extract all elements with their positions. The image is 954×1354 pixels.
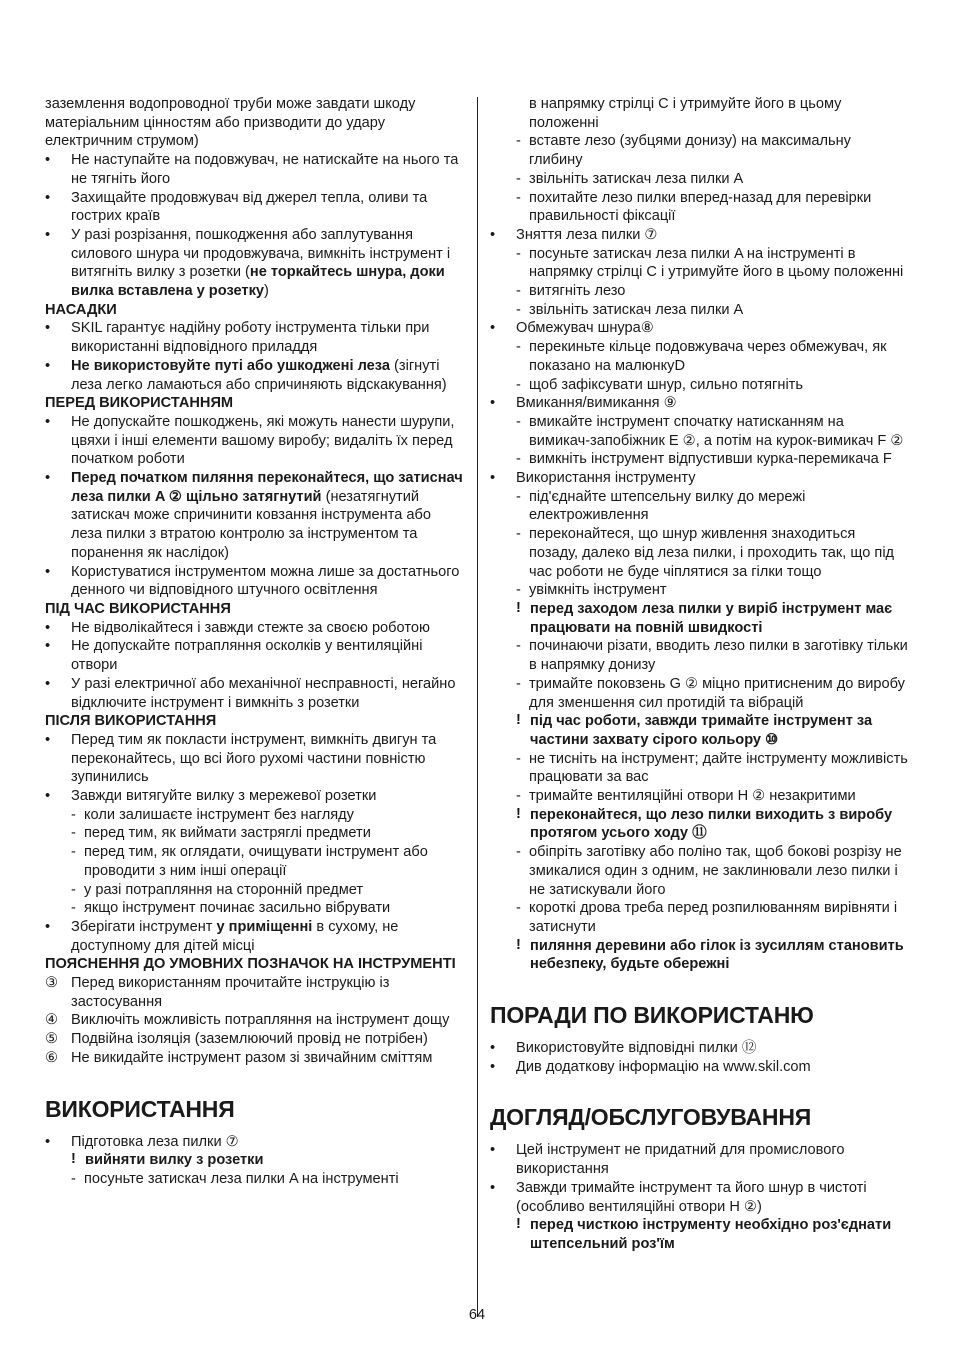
list-marker: - xyxy=(516,170,521,187)
list-marker: • xyxy=(490,470,496,487)
list-marker: - xyxy=(516,582,521,599)
list-marker: • xyxy=(490,226,496,243)
list-item xyxy=(45,226,463,301)
sub-list-item xyxy=(490,637,908,674)
sub-list-item xyxy=(45,824,463,843)
sub-list-item xyxy=(490,376,908,395)
list-marker: - xyxy=(516,376,521,393)
list-marker: • xyxy=(490,1142,496,1159)
section-heading: ПОРАДИ ПО ВИКОРИСТАНЮ xyxy=(490,1002,814,1029)
list-marker: - xyxy=(71,825,76,842)
subsection-heading: ПОЯСНЕННЯ ДО УМОВНИХ ПОЗНАЧОК НА ІНСТРУМЕНТІ xyxy=(45,956,456,973)
list-marker: - xyxy=(516,339,521,356)
sub-list-item xyxy=(490,282,908,301)
bold-text: Перед початком пиляння переконайтеся, що затиснач леза пилки A ② щільно затягнутий xyxy=(71,470,463,505)
bold-text: вийняти вилку з розетки xyxy=(85,1152,264,1169)
body-text: під'єднайте штепсельну вилку до мережі електроживлення xyxy=(529,488,806,524)
list-marker: - xyxy=(516,788,521,805)
list-marker: • xyxy=(45,470,51,487)
body-text: в напрямку стрілці C і утримуйте його в цьому положенні xyxy=(529,96,842,131)
list-marker: • xyxy=(45,413,51,430)
list-marker: - xyxy=(516,844,521,861)
body-text: звільніть затискач леза пилки A xyxy=(529,170,744,187)
list-item xyxy=(45,974,463,1011)
list-marker: - xyxy=(71,806,76,823)
list-item xyxy=(490,1039,908,1058)
body-text: (незатягнутий затискач може спричинити ковзання інструмента або леза пилки з втратою контролю за інструментом та поранення як наслідок) xyxy=(71,488,432,561)
list-item xyxy=(45,563,463,600)
body-text: не тисніть на інструмент; дайте інструменту можливість працювати за вас xyxy=(529,750,908,786)
body-text: тримайте поковзень G ② міцно притисненим до виробу для зменшення сил протидій та вібрацій xyxy=(529,675,905,711)
body-text: щоб зафіксувати шнур, сильно потягніть xyxy=(529,376,803,393)
list-marker: • xyxy=(490,1040,496,1057)
sub-list-item xyxy=(45,881,463,900)
sub-list-item xyxy=(490,170,908,189)
sub-list-item xyxy=(490,750,908,787)
right-column xyxy=(490,95,908,1254)
sub-list-item xyxy=(490,525,908,581)
list-marker: • xyxy=(45,226,51,243)
list-marker: - xyxy=(516,413,521,430)
paragraph: заземлення водопроводної труби може завдати шкоду матеріальним цінностям або призводити до удару електричним струмом) xyxy=(45,96,416,150)
list-marker: - xyxy=(516,301,521,318)
body-text: Підготовка леза пилки ⑦ xyxy=(71,1133,239,1150)
body-text: у разі потрапляння на сторонній предмет xyxy=(84,881,364,898)
list-item xyxy=(45,731,463,787)
body-text: короткі дрова треба перед розпилюванням вирівняти і затиснути xyxy=(529,900,898,935)
body-text: Завжди витягуйте вилку з мережевої розетки xyxy=(71,788,377,805)
list-marker: ⑥ xyxy=(45,1049,59,1066)
body-text: Не викидайте інструмент разом зі звичайним сміттям xyxy=(71,1049,433,1066)
body-text: Перед використанням прочитайте інструкцію із застосування xyxy=(71,975,390,1010)
list-item xyxy=(490,1058,908,1077)
sub-list-item xyxy=(45,843,463,880)
list-item xyxy=(45,189,463,226)
list-marker: ! xyxy=(516,712,521,729)
body-text: тримайте вентиляційні отвори H ② незакритими xyxy=(529,788,856,805)
body-text: вмикайте інструмент спочатку натисканням на вимикач-запобіжник E ②, а потім на курок-вимикач F ② xyxy=(529,413,904,449)
list-marker: • xyxy=(45,1133,51,1150)
body-text: Перед тим як покласти інструмент, вимкніть двигун та переконайтесь, що всі його рухомі частини повністю зупинились xyxy=(71,731,437,786)
list-item xyxy=(45,151,463,188)
bold-text: Не використовуйте путі або ушкоджені леза xyxy=(71,357,390,374)
body-text: обіпріть заготівку або поліно так, щоб бокові розрізу не змикалися один з одним, не заклинювали лезо пилки і не затискували його xyxy=(529,844,902,898)
sub-list-item xyxy=(45,899,463,918)
warning-item xyxy=(45,1151,463,1170)
body-text: якщо інструмент починає засильно вібрувати xyxy=(84,900,391,917)
sub-list-item xyxy=(490,581,908,600)
list-marker: - xyxy=(516,526,521,543)
body-text: Завжди тримайте інструмент та його шнур в чистоті (особливо вентиляційні отвори H ②) xyxy=(516,1179,867,1215)
body-text: ) xyxy=(264,283,269,300)
sub-list-item xyxy=(490,301,908,320)
warning-item xyxy=(490,806,908,843)
list-marker: - xyxy=(516,750,521,767)
body-text: переконайтеся, що шнур живлення знаходиться позаду, далеко від леза пилки, і проходить так, що під час роботи не буде чіплятися за гілки тощо xyxy=(529,526,895,580)
list-marker: • xyxy=(490,1058,496,1075)
body-text: Не допускайте пошкоджень, які можуть нанести шурупи, цвяхи і інші елементи вашому виробу; видаліть їх перед початком роботи xyxy=(71,413,455,468)
list-marker: • xyxy=(45,675,51,692)
list-marker: ! xyxy=(516,1216,521,1233)
body-text: похитайте лезо пилки вперед-назад для перевірки правильності фіксації xyxy=(529,189,872,225)
list-item xyxy=(45,1011,463,1030)
body-text: увімкніть інструмент xyxy=(529,582,667,599)
list-marker: • xyxy=(45,357,51,374)
bold-text: у приміщенні xyxy=(216,918,313,935)
bold-text: перед заходом леза пилки у виріб інструмент має працювати на повній швидкості xyxy=(530,600,893,636)
list-item xyxy=(45,675,463,712)
list-marker: • xyxy=(45,320,51,337)
list-item xyxy=(490,319,908,338)
list-marker: ③ xyxy=(45,975,59,992)
body-text: Вмикання/вимикання ⑨ xyxy=(516,395,677,412)
body-text: Користуватися інструментом можна лише за достатнього денного чи відповідного штучного освітлення xyxy=(71,563,460,599)
column-divider xyxy=(477,97,478,1317)
body-text: посуньте затискач леза пилки A на інструменті в напрямку стрілці C і утримуйте його в цьому положенні xyxy=(529,245,904,281)
list-marker: • xyxy=(45,788,51,805)
body-text: Цей інструмент не придатний для промислового використання xyxy=(516,1142,845,1178)
sub-list-item xyxy=(490,488,908,525)
page-number: 64 xyxy=(468,1307,486,1323)
body-text: Використання інструменту xyxy=(516,470,696,487)
body-text: (зігнуті леза легко ламаються або спричиняють відскакування) xyxy=(71,357,447,393)
list-marker: ⑤ xyxy=(45,1031,59,1048)
list-marker: • xyxy=(45,189,51,206)
subsection-heading: ПІД ЧАС ВИКОРИСТАННЯ xyxy=(45,600,231,617)
list-item xyxy=(45,469,463,563)
list-item-continuation xyxy=(490,95,908,132)
list-marker: • xyxy=(45,152,51,169)
body-text: Зняття леза пилки ⑦ xyxy=(516,226,658,243)
list-marker: - xyxy=(516,675,521,692)
subsection-heading: ПЕРЕД ВИКОРИСТАННЯМ xyxy=(45,395,234,412)
sub-list-item xyxy=(490,245,908,282)
body-text: Захищайте продовжувач від джерел тепла, оливи та гострих країв xyxy=(71,189,428,225)
list-marker: ④ xyxy=(45,1012,59,1029)
subsection-heading: ПІСЛЯ ВИКОРИСТАННЯ xyxy=(45,713,217,730)
body-text: посуньте затискач леза пилки A на інструменті xyxy=(84,1170,399,1187)
sub-list-item xyxy=(490,899,908,936)
sub-list-item xyxy=(490,132,908,169)
list-item xyxy=(45,1049,463,1068)
body-text: Див додаткову інформацію на www.skil.com xyxy=(516,1058,811,1075)
list-item xyxy=(45,637,463,674)
body-text: Обмежувач шнура⑧ xyxy=(516,320,654,337)
list-marker: - xyxy=(516,189,521,206)
list-marker: • xyxy=(45,619,51,636)
body-text: перекиньте кільце подовжувача через обмежувач, як показано на малюнкуD xyxy=(529,339,887,374)
list-marker: - xyxy=(516,638,521,655)
list-marker: - xyxy=(71,881,76,898)
list-item xyxy=(490,1179,908,1216)
body-text: У разі електричної або механічної несправності, негайно відключите інструмент і вимкніть з розетки xyxy=(71,675,456,711)
section-heading: ВИКОРИСТАННЯ xyxy=(45,1095,235,1122)
sub-list-item xyxy=(490,787,908,806)
list-marker: • xyxy=(490,320,496,337)
body-text: витягніть лезо xyxy=(529,283,626,300)
bold-text: не торкайтесь шнура, доки вилка вставлена у розетку xyxy=(71,264,445,300)
warning-item xyxy=(490,600,908,637)
body-text: в сухому, не доступному для дітей місці xyxy=(71,918,399,954)
list-marker: ! xyxy=(516,805,521,822)
list-item xyxy=(45,918,463,955)
list-marker: - xyxy=(516,283,521,300)
list-item xyxy=(45,1133,463,1152)
list-item xyxy=(45,619,463,638)
list-marker: - xyxy=(516,451,521,468)
body-text: починаючи різати, вводить лезо пилки в заготівку тільки в напрямку донизу xyxy=(529,638,908,674)
list-marker: • xyxy=(45,563,51,580)
list-item xyxy=(490,469,908,488)
bold-text: під час роботи, завжди тримайте інструмент за частини захвату сірого кольору ⑩ xyxy=(530,713,873,748)
bold-text: переконайтеся, що лезо пилки виходить з виробу протягом усього ходу ⑪ xyxy=(530,806,893,842)
body-text: перед тим, як виймати застряглі предмети xyxy=(84,825,371,842)
list-marker: • xyxy=(490,395,496,412)
sub-list-item xyxy=(490,843,908,899)
list-marker: - xyxy=(516,900,521,917)
list-item xyxy=(490,394,908,413)
sub-list-item xyxy=(490,189,908,226)
list-item xyxy=(490,226,908,245)
warning-item xyxy=(490,712,908,749)
sub-list-item xyxy=(490,675,908,712)
warning-item xyxy=(490,937,908,974)
list-marker: ! xyxy=(71,1151,76,1168)
body-text: вставте лезо (зубцями донизу) на максимальну глибину xyxy=(529,133,851,169)
body-text: звільніть затискач леза пилки A xyxy=(529,301,744,318)
list-marker: - xyxy=(516,133,521,150)
list-item xyxy=(45,357,463,394)
list-marker: ! xyxy=(516,599,521,616)
list-marker: ! xyxy=(516,936,521,953)
list-marker: - xyxy=(516,245,521,262)
body-text: Зберігати інструмент xyxy=(71,918,217,935)
list-marker: - xyxy=(71,1170,76,1187)
body-text: коли залишаєте інструмент без нагляду xyxy=(84,806,354,823)
section-heading: ДОГЛЯД/ОБСЛУГОВУВАННЯ xyxy=(490,1104,812,1131)
list-item xyxy=(45,413,463,469)
bold-text: пиляння деревини або гілок із зусиллям становить небезпеку, будьте обережні xyxy=(530,937,904,973)
body-text: Подвійна ізоляція (заземлюючий провід не потрібен) xyxy=(71,1031,428,1048)
list-marker: - xyxy=(71,900,76,917)
body-text: Не відволікайтеся і завжди стежте за своєю роботою xyxy=(71,619,430,636)
body-text: вимкніть інструмент відпустивши курка-перемикача F xyxy=(529,451,892,468)
sub-list-item xyxy=(45,806,463,825)
list-item xyxy=(490,1141,908,1178)
body-text: Виключіть можливість потрапляння на інструмент дощу xyxy=(71,1012,450,1029)
list-marker: • xyxy=(45,638,51,655)
body-text: У разі розрізання, пошкодження або заплутування силового шнура чи продовжувача, вимкніть інструмент і витягніть вилку з розетки ( xyxy=(71,226,451,281)
body-text: Не наступайте на подовжувач, не натискайте на нього та не тягніть його xyxy=(71,152,459,187)
list-marker: • xyxy=(45,731,51,748)
list-item xyxy=(45,319,463,356)
list-marker: • xyxy=(45,918,51,935)
list-marker: - xyxy=(71,844,76,861)
list-marker: - xyxy=(516,488,521,505)
body-text: Не допускайте потрапляння осколків у вентиляційні отвори xyxy=(71,638,423,674)
subsection-heading: НАСАДКИ xyxy=(45,301,117,318)
bold-text: перед чисткою інструменту необхідно роз'єднати штепсельний роз'їм xyxy=(530,1217,892,1252)
warning-item xyxy=(490,1216,908,1253)
body-text: SKIL гарантує надійну роботу інструмента тільки при використанні відповідного приладдя xyxy=(71,320,430,356)
list-item xyxy=(45,787,463,806)
body-text: Використовуйте відповідні пилки ⑫ xyxy=(516,1040,757,1057)
sub-list-item xyxy=(490,413,908,450)
sub-list-item xyxy=(490,338,908,375)
left-column xyxy=(45,95,463,1189)
body-text: перед тим, як оглядати, очищувати інструмент або проводити з ним інші операції xyxy=(84,844,428,879)
list-item xyxy=(45,1030,463,1049)
list-marker: • xyxy=(490,1179,496,1196)
sub-list-item xyxy=(45,1170,463,1189)
sub-list-item xyxy=(490,450,908,469)
